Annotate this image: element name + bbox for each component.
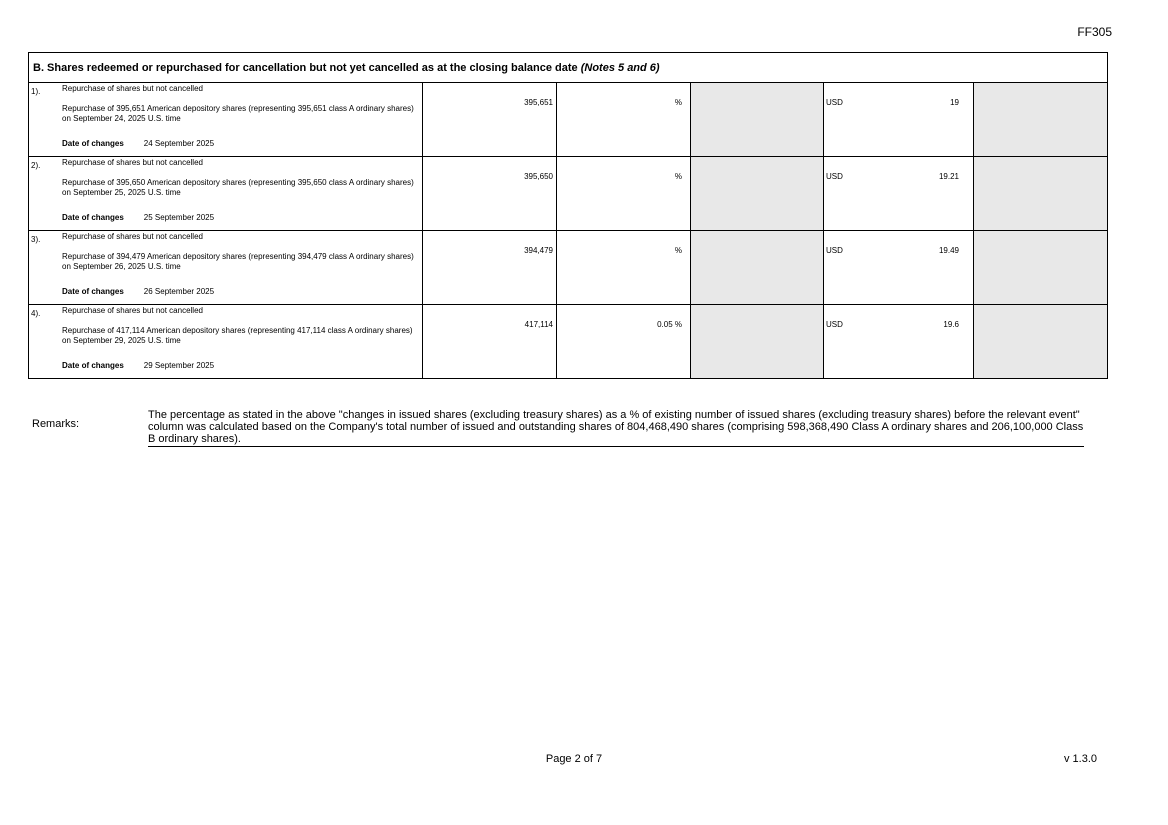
version-label: v 1.3.0 <box>1063 753 1097 765</box>
shares-cell: 394,479 <box>423 231 557 304</box>
table-row <box>29 305 1107 378</box>
shares-cell: 417,114 <box>423 305 557 378</box>
row-title: Repurchase of shares but not cancelled <box>62 232 203 241</box>
section-title: B. Shares redeemed or repurchased for cancellation but not yet cancelled as at the closing balance date <box>33 62 578 74</box>
row-description: Repurchase of 395,651 American depository shares (representing 395,651 class A ordinary shares) on September 24, 2025 U.S. time <box>62 104 414 123</box>
date-value: 25 September 2025 <box>143 213 215 222</box>
date-value: 29 September 2025 <box>143 361 215 370</box>
row-number: 2). <box>31 161 41 170</box>
shaded-cell <box>974 231 1107 304</box>
shaded-cell <box>974 83 1107 156</box>
price-value: 19.6 <box>943 320 959 329</box>
percent-cell: % <box>557 231 691 304</box>
description-cell <box>29 305 423 378</box>
shaded-cell <box>691 157 824 230</box>
price-cell <box>824 83 974 156</box>
date-label: Date of changes <box>62 139 124 148</box>
price-value: 19.49 <box>938 246 959 255</box>
row-title: Repurchase of shares but not cancelled <box>62 158 203 167</box>
description-cell <box>29 83 423 156</box>
currency: USD <box>826 98 843 107</box>
remarks-text: The percentage as stated in the above "changes in issued shares (excluding treasury shares) as a % of existing number of issued shares (excluding treasury shares) before the relevant event" column was calculated based on the Company's total number of issued and outstanding shares of 804,468,490 shares (comprising 598,368,490 Class A ordinary shares and 206,100,000 Class B ordinary shares). <box>148 409 1084 445</box>
row-number: 1). <box>31 87 41 96</box>
row-description: Repurchase of 417,114 American depository shares (representing 417,114 class A ordinary shares) on September 29, 2025 U.S. time <box>62 326 413 345</box>
date-value: 24 September 2025 <box>143 139 215 148</box>
row-title: Repurchase of shares but not cancelled <box>62 84 203 93</box>
row-description: Repurchase of 394,479 American depository shares (representing 394,479 class A ordinary shares) on September 26, 2025 U.S. time <box>62 252 414 271</box>
price-value: 19 <box>950 98 959 107</box>
price-cell <box>824 231 974 304</box>
date-value: 26 September 2025 <box>143 287 215 296</box>
price-cell <box>824 305 974 378</box>
description-cell <box>29 157 423 230</box>
shaded-cell <box>691 231 824 304</box>
shares-cell: 395,651 <box>423 83 557 156</box>
table-row <box>29 83 1107 157</box>
date-label: Date of changes <box>62 361 124 370</box>
percent-cell: % <box>557 157 691 230</box>
price-cell <box>824 157 974 230</box>
price-value: 19.21 <box>938 172 959 181</box>
row-title: Repurchase of shares but not cancelled <box>62 306 203 315</box>
currency: USD <box>826 320 843 329</box>
description-cell <box>29 231 423 304</box>
row-number: 3). <box>31 235 41 244</box>
form-code: FF305 <box>1077 25 1112 39</box>
shares-cell: 395,650 <box>423 157 557 230</box>
table-row <box>29 231 1107 305</box>
shaded-cell <box>691 305 824 378</box>
percent-cell: % <box>557 83 691 156</box>
percent-cell: 0.05 % <box>557 305 691 378</box>
section-header <box>29 53 1107 83</box>
table-row <box>29 157 1107 231</box>
remarks-label: Remarks: <box>32 418 80 430</box>
date-label: Date of changes <box>62 287 124 296</box>
currency: USD <box>826 246 843 255</box>
repurchase-table <box>28 52 1108 379</box>
date-label: Date of changes <box>62 213 124 222</box>
currency: USD <box>826 172 843 181</box>
section-note: (Notes 5 and 6) <box>580 62 660 74</box>
row-description: Repurchase of 395,650 American depository shares (representing 395,650 class A ordinary shares) on September 25, 2025 U.S. time <box>62 178 414 197</box>
page-number: Page 2 of 7 <box>545 753 603 765</box>
shaded-cell <box>974 305 1107 378</box>
shaded-cell <box>974 157 1107 230</box>
shaded-cell <box>691 83 824 156</box>
row-number: 4). <box>31 309 41 318</box>
